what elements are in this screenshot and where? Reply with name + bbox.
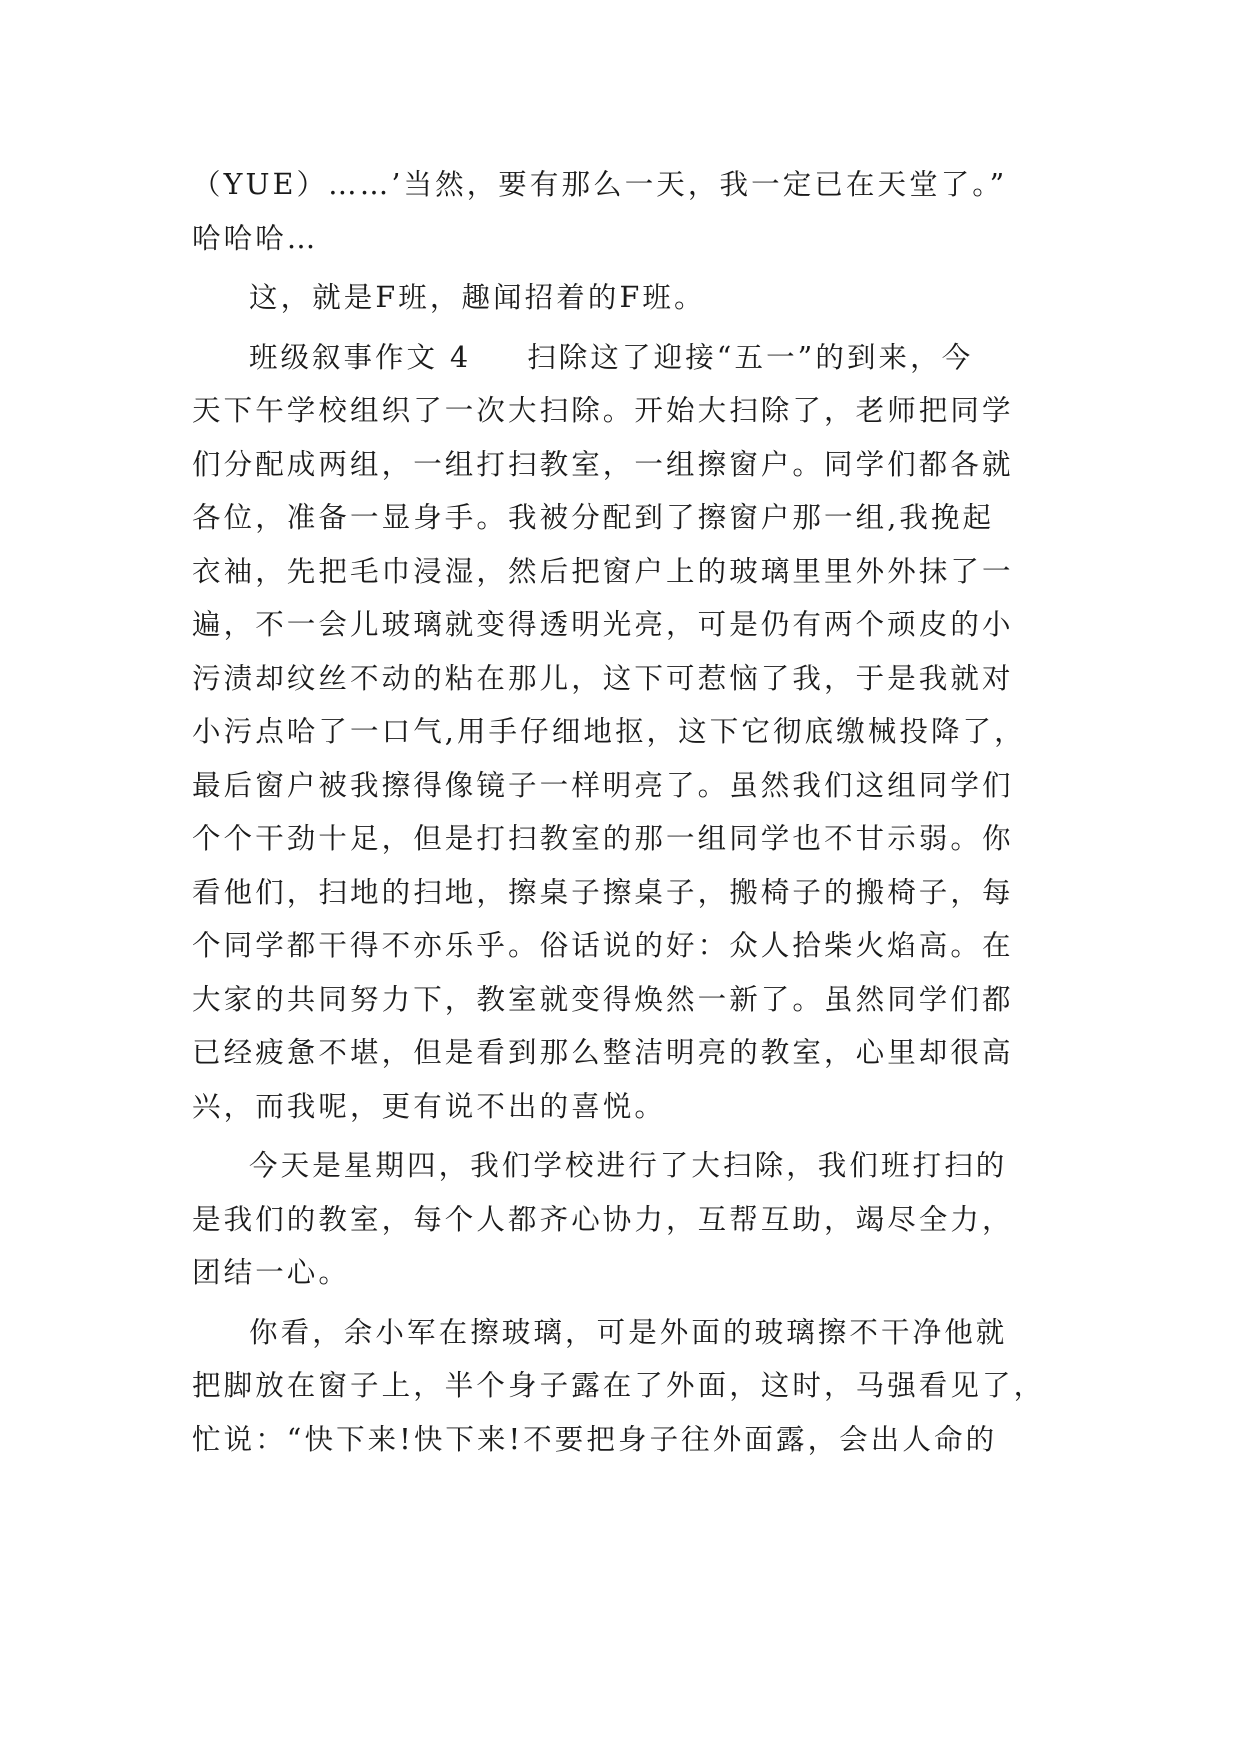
text-line: 遍，不一会儿玻璃就变得透明光亮，可是仍有两个顽皮的小 [192, 608, 1014, 641]
text-line: 看他们，扫地的扫地，擦桌子擦桌子，搬椅子的搬椅子，每 [192, 875, 1014, 909]
text-line: 忙说：“快下来!快下来!不要把身子往外面露，会出人命的 [192, 1422, 998, 1456]
text-line: 已经疲惫不堪，但是看到那么整洁明亮的教室，心里却很高 [192, 1036, 1014, 1069]
text-line: 团结一心。 [192, 1256, 351, 1289]
text-line: 最后窗户被我擦得像镜子一样明亮了。虽然我们这组同学们 [192, 768, 1014, 802]
paragraph-thursday [192, 1139, 1052, 1300]
text-line: 这，就是F班，趣闻招着的F班。 [249, 281, 706, 314]
text-line [192, 331, 1052, 385]
text-line: 大家的共同努力下，教室就变得焕然一新了。虽然同学们都 [192, 982, 1014, 1016]
paragraph-essay-4 [192, 331, 1052, 1134]
paragraph-window [192, 1306, 1052, 1467]
paragraph-continuation [192, 158, 1052, 265]
text-line: 们分配成两组，一组打扫教室，一组擦窗户。同学们都各就 [192, 447, 1014, 481]
text-line: 哈哈哈… [192, 221, 319, 255]
text-line: 是我们的教室，每个人都齐心协力，互帮互助，竭尽全力， [192, 1202, 1014, 1236]
text-line: 兴，而我呢，更有说不出的喜悦。 [192, 1089, 667, 1123]
text-line: 今天是星期四，我们学校进行了大扫除，我们班打扫的 [249, 1149, 1008, 1182]
text-line: 衣袖，先把毛巾浸湿，然后把窗户上的玻璃里里外外抹了一 [192, 554, 1014, 588]
essay-first-line: 扫除这了迎接“五一”的到来，今 [527, 340, 974, 374]
text-line: 个同学都干得不亦乐乎。俗话说的好：众人拾柴火焰高。在 [192, 929, 1014, 962]
text-line: 各位，准备一显身手。我被分配到了擦窗户那一组,我挽起 [192, 501, 995, 534]
text-line: 小污点哈了一口气,用手仔细地抠，这下它彻底缴械投降了， [192, 715, 1026, 748]
text-line: 你看，余小军在擦玻璃，可是外面的玻璃擦不干净他就 [249, 1315, 1008, 1349]
document-page [192, 158, 1052, 1466]
text-line: 个个干劲十足，但是打扫教室的那一组同学也不甘示弱。你 [192, 822, 1014, 855]
text-line: （YUE）……’当然，要有那么一天，我一定已在天堂了。” [192, 168, 1008, 201]
essay-title: 班级叙事作文 4 [249, 340, 472, 374]
paragraph-f-class [192, 271, 1052, 325]
text-line: 把脚放在窗子上，半个身子露在了外面，这时，马强看见了， [192, 1369, 1046, 1402]
text-line: 天下午学校组织了一次大扫除。开始大扫除了，老师把同学 [192, 394, 1014, 427]
text-line: 污渍却纹丝不动的粘在那儿，这下可惹恼了我，于是我就对 [192, 661, 1014, 695]
